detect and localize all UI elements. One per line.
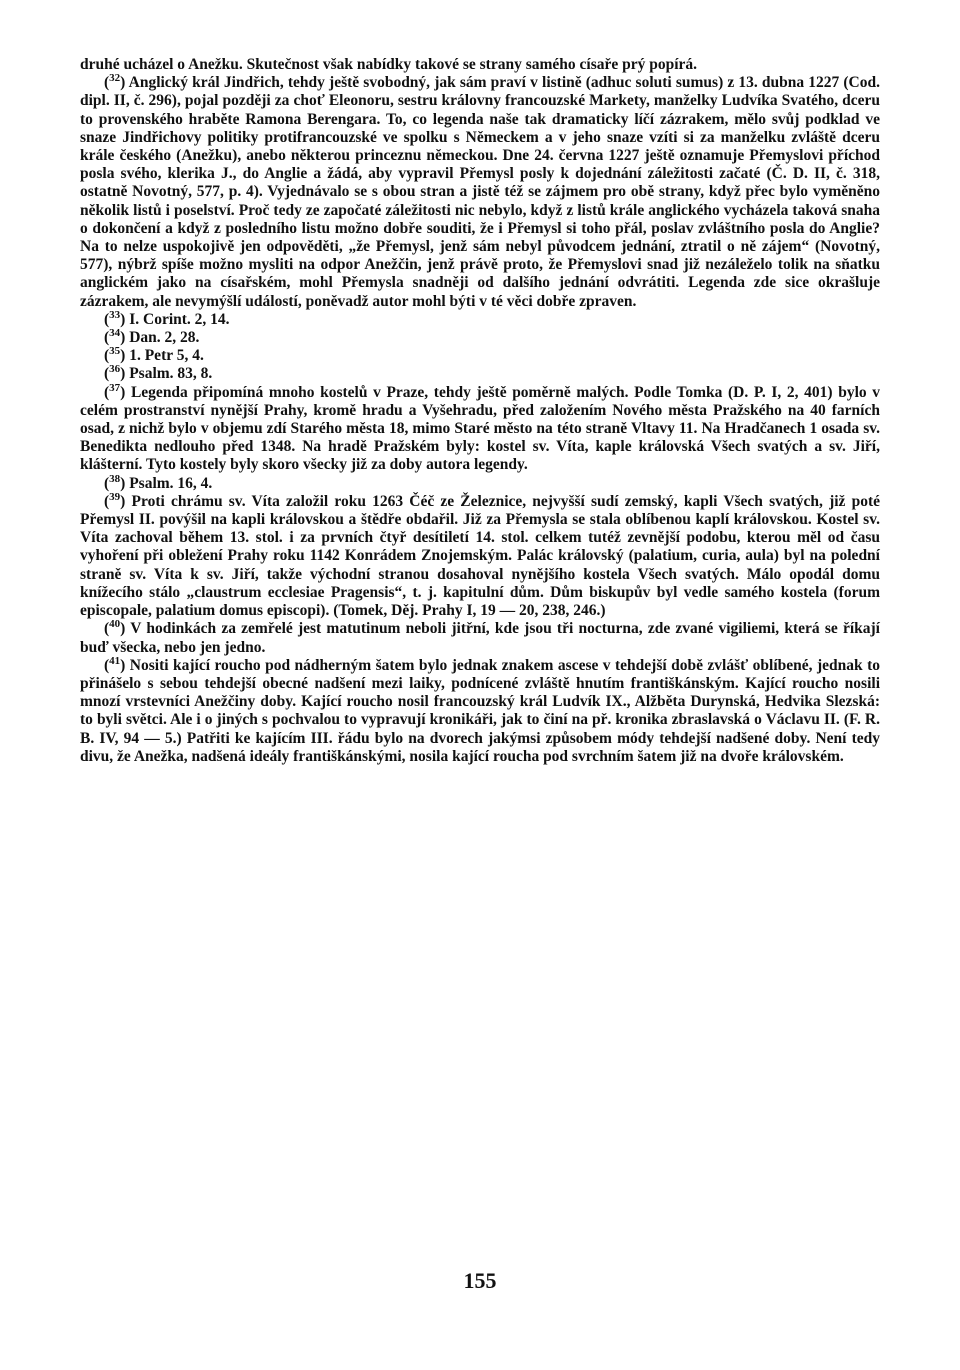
footnote-37: ($^{37}$) Legenda připomíná mnoho kostelů v Praze, tehdy ještě poměrně malých. Podle Tomka (D. P. I, 2, 401) bylo v celém prostranství nynější Prahy, kromě hradu a Vyšehradu, před založením Nového města Pražského na 40 farních osad, z nichž bylo v objemu zdí Starého města 18, mimo Staré město na této straně Vltavy 11. Na Hradčanech 1 osada sv. Benedikta nedlouho před 1348. Na hradě Pražském byly: kostel sv. Víta, kaple královská Všech svatých a sv. Jiří, klášterní. Tyto kostely byly skoro všecky již za doby autora legendy. (80, 381, 880, 474)
footnote-36: ($^{36}$) Psalm. 83, 8. (104, 363, 213, 383)
footnote-text: Proti chrámu sv. Víta založil roku 1263 Čéč ze Železnice, nejvyšší sudí zemský, kapli Všech svatých, již poté Přemysl II. povýšil na kapli královskou a štědře obdařil. Již za Přemysla se stala oblíbenou kaplí královskou. Kostel sv. Víta zachoval během 13. stol. i za prvních čtyř desítiletí 14. stol. celkem tutéž zevnější podobu, kterou měl od času vyhoření při obležení Prahy roku 1142 Konrádem Znojemským. Palác královský (palatium, curia, aula) byl na polední straně sv. Víta k sv. Jiří, takže východní stranou dosahoval nynějšího kostela Všech svatých. Málo opodál domu knížecího stálo „claustrum ecclesiae Pragensis“, t. j. kapitulní dům. Dům biskupův byl vedle samého kostela (forum episcopale, palatium domus episcopi). (Tomek, Děj. Prahy I, 19 — 20, 238, 246.) (80, 492, 880, 620)
footnote-40: ($^{40}$) V hodinkách za zemřelé jest matutinum neboli jitřní, kde jsou tři nocturna, zde zvané vigiliemi, která se říkají buď všecka, nebo jen jedno. (80, 618, 880, 656)
footnote-number: 34 (109, 326, 121, 339)
footnote-number: 33 (109, 308, 121, 321)
footnote-number: 37 (109, 381, 121, 394)
footnote-33: ($^{33}$) I. Corint. 2, 14. (104, 308, 230, 328)
footnote-text: 1. Petr 5, 4. (129, 347, 204, 365)
footnote-number: 41 (109, 654, 121, 667)
footnote-39: ($^{39}$) Proti chrámu sv. Víta založil roku 1263 Čéč ze Železnice, nejvyšší sudí zemský, kapli Všech svatých, již poté Přemysl II. povýšil na kapli královskou a štědře obdařil. Již za Přemysla se stala oblíbenou kaplí královskou. Kostel sv. Víta zachoval během 13. stol. i za prvních čtyř desítiletí 14. stol. celkem tutéž zevnější podobu, kterou měl od času vyhoření při obležení Prahy roku 1142 Konrádem Znojemským. Palác královský (palatium, curia, aula) byl na polední straně sv. Víta k sv. Jiří, takže východní stranou dosahoval nynějšího kostela Všech svatých. Málo opodál domu knížecího stálo „claustrum ecclesiae Pragensis“, t. j. kapitulní dům. Dům biskupův byl vedle samého kostela (forum episcopale, palatium domus episcopi). (Tomek, Děj. Prahy I, 19 — 20, 238, 246.) (80, 490, 880, 620)
footnote-number: 40 (109, 618, 121, 631)
footnote-41: ($^{41}$) Nositi kající roucho pod nádherným šatem bylo jednak znakem ascese v tehdejší době zvlášť oblíbené, jednak to přinášelo s sebou tehdejší obecné nadšení mezi laiky, podnícené zvláště hnutím františkánským. Kající roucho nosili mnozí vrstevníci Anežčiny doby. Kající roucho nosil francouzský král Ludvík IX., Alžběta Durynská, Hedvika Slezská: to byli světci. Ale i o jiných s pochvalou to vypravují kronikáři, jak to činí na př. kronika zbraslavská o Václavu II. (F. R. B. IV, 94 — 5.) Patřiti ke kajícím III. řádu bylo na dvorech jakýmsi způsobem módy tehdejší nadšené doby. Není tedy divu, že Anežka, nadšená ideály františkánskými, nosila kající roucha pod svrchním šatem již na dvoře královském. (80, 654, 880, 765)
footnote-text: Psalm. 83, 8. (129, 365, 213, 383)
footnote-text: I. Corint. 2, 14. (129, 310, 230, 328)
footnote-text: Psalm. 16, 4. (129, 474, 213, 492)
footnotes-body (80, 56, 880, 766)
footnote-text: Nositi kající roucho pod nádherným šatem bylo jednak znakem ascese v tehdejší době zvlášť oblíbené, jednak to přinášelo s sebou tehdejší obecné nadšení mezi laiky, podnícené zvláště hnutím františkánským. Kající roucho nosili mnozí vrstevníci Anežčiny doby. Kající roucho nosil francouzský král Ludvík IX., Alžběta Durynská, Hedvika Slezská: to byli světci. Ale i o jiných s pochvalou to vypravují kronikáři, jak to činí na př. kronika zbraslavská o Václavu II. (F. R. B. IV, 94 — 5.) Patřiti ke kajícím III. řádu bylo na dvorech jakýmsi způsobem módy tehdejší nadšené doby. Není tedy divu, že Anežka, nadšená ideály františkánskými, nosila kající roucha pod svrchním šatem již na dvoře královském. (80, 656, 880, 765)
footnote-34: ($^{34}$) Dan. 2, 28. (104, 326, 200, 347)
footnote-number: 38 (109, 472, 121, 485)
footnote-number: 35 (109, 345, 121, 358)
footnote-number: 32 (109, 72, 121, 85)
footnote-32: ($^{32}$) Anglický král Jindřich, tehdy ještě svobodný, jak sám praví v listině (adhuc soluti sumus) z 13. dubna 1227 (Cod. dipl. II, č. 296), pojal později za choť Eleonoru, sestru královny francouzské Markety, manželky Ludvíka Svatého, dceru to provenského hraběte Ramona Berengara. To, co legenda naše tak dramaticky líčí zázrakem, mělo svůj podklad ve snaze Jindřichovy politiky protifrancouzské ve spolku s Německem a v jeho snaze vzíti si za manželku zvláště dceru krále českého (Anežku), anebo některou princeznu německou. Dne 24. června 1227 ještě oznamuje Přemyslovi příchod posla svého, klerika J., do Anglie a žádá, aby vypravil Přemysl posly k dojednání záležitosti začaté (Č. D. II, č. 318, ostatně Novotný, 577, p. 4). Vyjednávalo se s obou stran a jistě též se zájmem pro obě strany, když přec bylo vyměněno několik listů i poselství. Proč tedy ze započaté záležitosti nic nebylo, když z listů krále anglického vycházela taková snaha o dokončení a když z posledního listu možno dobře souditi, že i Přemysl si toho přál, poslav zvláštního posla do Anglie? Na to nelze uspokojivě jen odpověděti, „že Přemysl, jenž sám nebyl původcem jednání, ztratil o ně zájem“ (Novotný, 577), nýbrž spíše možno mysliti na odpor Anežčin, jenž právě proto, že Přemyslovi snad již nezáleželo tolik na sňatku anglickém jako na císařském, mohl Přemysla snadněji od dalšího jednání odvrátiti. Legenda zde sice okrašluje zázrakem, ale nevymýšlí událostí, poněvadž autor mohl býti v té věci dobře zpraven. (80, 72, 880, 310)
footnote-text: V hodinkách za zemřelé jest matutinum neboli jitřní, kde jsou tři nocturna, zde zvané vigiliemi, která se říkají buď všecka, nebo jen jedno. (80, 620, 880, 656)
footnote-text: Legenda připomíná mnoho kostelů v Praze, tehdy ještě poměrně malých. Podle Tomka (D. P. I, 2, 401) bylo v celém prostranství nynější Prahy, kromě hradu a Vyšehradu, před založením Nového města Pražského na 40 farních osad, z nichž bylo v objemu zdí Starého města 18, mimo Staré město na této straně Vltavy 11. Na Hradčanech 1 osada sv. Benedikta nedlouho před 1348. Na hradě Pražském byly: kostel sv. Víta, kaple královská Všech svatých a sv. Jiří, klášterní. Tyto kostely byly skoro všecky již za doby autora legendy. (80, 383, 880, 474)
footnote-text: druhé ucházel o Anežku. Skutečnost však nabídky takové se strany samého císaře prý popírá. (80, 56, 698, 73)
footnote-38: ($^{38}$) Psalm. 16, 4. (104, 472, 213, 492)
footnote-continuation (80, 56, 880, 74)
page-number: 155 (463, 1268, 497, 1293)
footnote-number: 39 (109, 490, 121, 503)
footnote-35: ($^{35}$) 1. Petr 5, 4. (104, 345, 204, 365)
footnote-text: Dan. 2, 28. (129, 329, 200, 347)
footnote-number: 36 (109, 363, 121, 376)
footnote-text: Anglický král Jindřich, tehdy ještě svobodný, jak sám praví v listině (adhuc soluti sumus) z 13. dubna 1227 (Cod. dipl. II, č. 296), pojal později za choť Eleonoru, sestru královny francouzské Markety, manželky Ludvíka Svatého, dceru to provenského hraběte Ramona Berengara. To, co legenda naše tak dramaticky líčí zázrakem, mělo svůj podklad ve snaze Jindřichovy politiky protifrancouzské ve spolku s Německem a v jeho snaze vzíti si za manželku zvláště dceru krále českého (Anežku), anebo některou princeznu německou. Dne 24. června 1227 ještě oznamuje Přemyslovi příchod posla svého, klerika J., do Anglie a žádá, aby vypravil Přemysl posly k dojednání záležitosti začaté (Č. D. II, č. 318, ostatně Novotný, 577, p. 4). Vyjednávalo se s obou stran a jistě též se zájmem pro obě strany, když přec bylo vyměněno několik listů i poselství. Proč tedy ze započaté záležitosti nic nebylo, když z listů krále anglického vycházela taková snaha o dokončení a když z posledního listu možno dobře souditi, že i Přemysl si toho přál, poslav zvláštního posla do Anglie? Na to nelze uspokojivě jen odpověděti, „že Přemysl, jenž sám nebyl původcem jednání, ztratil o ně zájem“ (Novotný, 577), nýbrž spíše možno mysliti na odpor Anežčin, jenž právě proto, že Přemyslovi snad již nezáleželo tolik na sňatku anglickém jako na císařském, mohl Přemysla snadněji od dalšího jednání odvrátiti. Legenda zde sice okrašluje zázrakem, ale nevymýšlí událostí, poněvadž autor mohl býti v té věci dobře zpraven. (80, 74, 880, 310)
